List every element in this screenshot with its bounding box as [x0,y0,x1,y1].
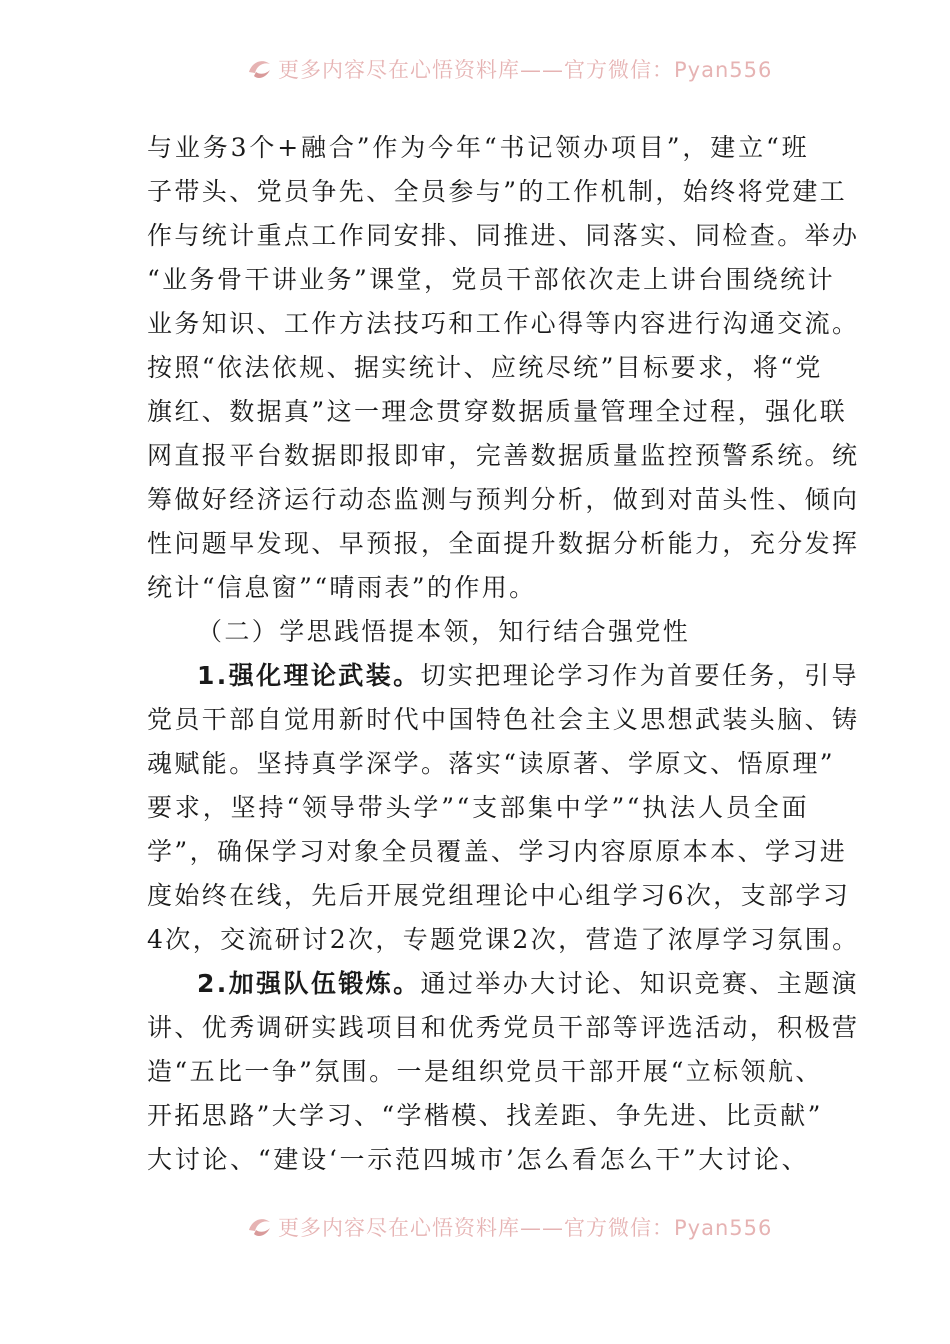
text-line: 4次，交流研讨2次，专题党课2次，营造了浓厚学习氛围。 [147,925,860,954]
text-line [147,654,859,698]
text-line: “业务骨干讲业务”课堂，党员干部依次走上讲台围绕统计 [147,265,835,294]
text-line: 与业务3个+融合”作为今年“书记领办项目”，建立“班 [147,133,809,162]
text-line: 魂赋能。坚持真学深学。落实“读原著、学原文、悟原理” [147,749,835,778]
text-line [147,962,859,1006]
watermark-text: 更多内容尽在心悟资料库——官方微信：Pyan556 [278,58,773,82]
text-line: 筹做好经济运行动态监测与预判分析，做到对苗头性、倾向 [147,485,860,514]
text-line: 按照“依法依规、据实统计、应统尽统”目标要求，将“党 [147,353,823,382]
item-heading: 1.强化理论武装。 [197,661,421,690]
text-line: 统计“信息窗”“晴雨表”的作用。 [147,573,537,602]
text-run: 切实把理论学习作为首要任务，引导 [420,661,859,690]
text-line: 网直报平台数据即报即审，完善数据质量监控预警系统。统 [147,441,860,470]
item-heading: 2.加强队伍锻炼。 [197,969,421,998]
text-line: 子带头、党员争先、全员参与”的工作机制，始终将党建工 [147,177,848,206]
watermark-header [0,48,950,88]
logo-icon [246,56,274,82]
text-line: 旗红、数据真”这一理念贯穿数据质量管理全过程，强化联 [147,397,848,426]
text-line: 业务知识、工作方法技巧和工作心得等内容进行沟通交流。 [147,309,860,338]
paragraph [147,962,860,1182]
paragraph [147,654,860,962]
text-line: 造“五比一争”氛围。一是组织党员干部开展“立标领航、 [147,1057,823,1086]
text-line: 开拓思路”大学习、“学楷模、找差距、争先进、比贡献” [147,1101,823,1130]
text-line: 学”，确保学习对象全员覆盖、学习内容原原本本、学习进 [147,837,848,866]
watermark-text: 更多内容尽在心悟资料库——官方微信：Pyan556 [278,1216,773,1240]
section-heading: （二）学思践悟提本领，知行结合强党性 [197,617,691,646]
document-body [147,126,860,1182]
text-line: 讲、优秀调研实践项目和优秀党员干部等评选活动，积极营 [147,1013,860,1042]
text-line: 党员干部自觉用新时代中国特色社会主义思想武装头脑、铸 [147,705,860,734]
logo-icon [246,1214,274,1240]
text-line: 度始终在线，先后开展党组理论中心组学习6次，支部学习 [147,881,851,910]
text-run: 通过举办大讨论、知识竞赛、主题演 [420,969,859,998]
text-line: 性问题早发现、早预报，全面提升数据分析能力，充分发挥 [147,529,860,558]
text-line: 要求，坚持“领导带头学”“支部集中学”“执法人员全面 [147,793,809,822]
text-line: 大讨论、“建设‘一示范四城市’怎么看怎么干”大讨论、 [147,1145,809,1174]
paragraph [147,126,860,610]
text-line: 作与统计重点工作同安排、同推进、同落实、同检查。举办 [147,221,860,250]
watermark-footer [0,1206,950,1246]
